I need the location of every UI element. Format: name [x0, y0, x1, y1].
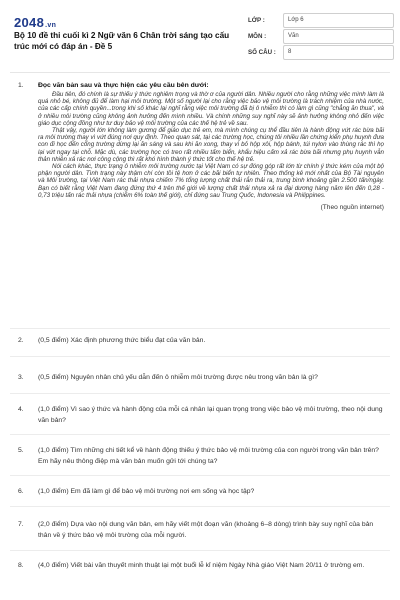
question-text: (0,5 điểm) Xác định phương thức biểu đạt của văn bản. [38, 337, 206, 344]
meta-value-subject: Văn [283, 29, 394, 44]
meta-row-class [248, 12, 394, 28]
logo-main: 2048 [14, 15, 45, 30]
meta-key-count: SỐ CÂU : [248, 48, 276, 56]
passage-paragraph: Đầu tiên, đó chính là sự thiếu ý thức nghiêm trọng và thờ ơ của người dân. Nhiều người cho rằng những việc mình làm là quá nhỏ bé, không đủ để làm hại môi trường. Một số người lại cho rằng việc bảo vệ môi trường là trách nhiệm của nhà nước, của các cấp chính quyền...trong khi số khác lại nghĩ rằng việc môi trường đã bị ô nhiễm thì có làm gì cũng "chẳng ăn thua", và ở nhiều môi trường cũng không ảnh hưởng đến mình nhiều. Và chính những suy nghĩ này sẽ ảnh hưởng không nhỏ đến việc giáo dục cộng đồng như tư duy bảo vệ môi trường của các thế hệ trẻ về sau. [38, 91, 384, 127]
question-text: (4,0 điểm) Viết bài văn thuyết minh thuật lại một buổi lễ kỉ niệm Ngày Nhà giáo Việt Nam 20/11 ở trường em. [38, 562, 365, 569]
question-text: (1,0 điểm) Em đã làm gì để bảo vệ môi trường nơi em sống và học tập? [38, 488, 255, 495]
header-divider [10, 72, 390, 73]
passage-paragraph: Nói cách khác, thực trạng ô nhiễm môi trường nước tại Việt Nam có sự đóng góp rất lớn từ chính ý thức kém của một bộ phận người dân. Tình trạng này thậm chí còn tồi tệ hơn ở các bãi biển tự nhiên. Theo thống kê mới nhất của Bộ Tài nguyên và Môi trường, tại Việt Nam rác thải nhựa chiếm 7% tổng lượng chất thải rắn thải ra, trung bình khoảng gần 2.500 tấn/ngày. Bạn có biết rằng Việt Nam đang đứng thứ 4 trên thế giới về lượng chất thải nhựa xả ra đại dương hàng năm lên đến 0,28 - 0,73 triệu tấn rác thải nhựa (chiếm 6% toàn thế giới), chỉ đứng sau Trung Quốc, Indonesia và Philippines. [38, 163, 384, 199]
meta-key-class: LỚP : [248, 16, 265, 24]
question-4 [18, 404, 384, 426]
question-text: (2,0 điểm) Dựa vào nội dung văn bản, em hãy viết một đoạn văn (khoảng 6–8 dòng) trình bày suy nghĩ của bản thân về ý thức bảo vệ môi trường của mỗi người. [38, 521, 374, 539]
question-number: 2. [18, 337, 24, 344]
reading-passage [38, 91, 384, 199]
question-number: 7. [18, 521, 24, 528]
question-text: (1,0 điểm) Tìm những chi tiết kể về hành động thiếu ý thức bảo vệ môi trường của con người trong văn bản trên? Em hãy nêu thông điệp mà văn bản muốn gửi tới chúng ta? [38, 447, 379, 465]
passage-source: (Theo nguồn internet) [320, 204, 384, 212]
meta-value-class: Lớp 6 [283, 13, 394, 28]
document-title: Bộ 10 đề thi cuối kì 2 Ngữ văn 6 Chân trời sáng tạo cấu trúc mới có đáp án - Đề 5 [14, 31, 230, 51]
question-text: (0,5 điểm) Nguyên nhân chủ yếu dẫn đến ô nhiễm môi trường được nêu trong văn bản là gì? [38, 374, 318, 381]
site-logo[interactable] [14, 15, 56, 30]
question-divider [10, 393, 390, 394]
question-8 [18, 560, 384, 571]
question-divider [10, 356, 390, 357]
question-1 [18, 80, 384, 213]
question-number: 3. [18, 374, 24, 381]
question-number: 1. [18, 82, 24, 89]
question-number: 6. [18, 488, 24, 495]
question-number: 5. [18, 447, 24, 454]
question-number: 8. [18, 562, 24, 569]
question-6 [18, 486, 384, 497]
question-number: 4. [18, 406, 24, 413]
question-divider [10, 328, 390, 329]
meta-row-subject [248, 28, 394, 44]
question-lead: Đọc văn bản sau và thực hiện các yêu cầu bên dưới: [38, 82, 209, 89]
question-divider [10, 475, 390, 476]
logo-suffix: .vn [45, 22, 57, 29]
question-divider [10, 434, 390, 435]
question-2 [18, 335, 384, 346]
question-3 [18, 372, 384, 383]
question-divider [10, 550, 390, 551]
page-header [0, 0, 400, 70]
question-text: (1,0 điểm) Vì sao ý thức và hành động của mỗi cá nhân lại quan trọng trong việc bảo vệ môi trường, theo nội dung văn bản? [38, 406, 383, 424]
question-5 [18, 445, 384, 467]
question-7 [18, 519, 384, 541]
question-divider [10, 506, 390, 507]
meta-key-subject: MÔN : [248, 32, 267, 40]
passage-paragraph: Thật vậy, người lớn không làm gương để giáo dục trẻ em, mà mình chúng cụ thể đầu tiên là hành động vứt rác bừa bãi ra môi trường thay vì vứt đúng nơi quy định. Theo quan sát, tại các trường học, chúng tôi nhiều lần chứng kiến phụ huynh đưa con đi học đến cổng trường dừng lại ăn sáng và sau khi ăn xong, thay vì bỏ hộp xôi, hộp bánh, túi nylon vào thùng rác thì họ lại vứt ngay tại chỗ. Mặc dù, các trường học có treo rất nhiều tấm biển, khẩu hiệu cấm xả rác bừa bãi nhưng phụ huynh vẫn thản nhiên xả rác nơi công cộng thì rất khó hình thành ý thức tốt cho thế hệ trẻ. [38, 127, 384, 163]
meta-value-count: 8 [283, 45, 394, 60]
meta-row-count [248, 44, 394, 60]
meta-panel [248, 12, 394, 60]
